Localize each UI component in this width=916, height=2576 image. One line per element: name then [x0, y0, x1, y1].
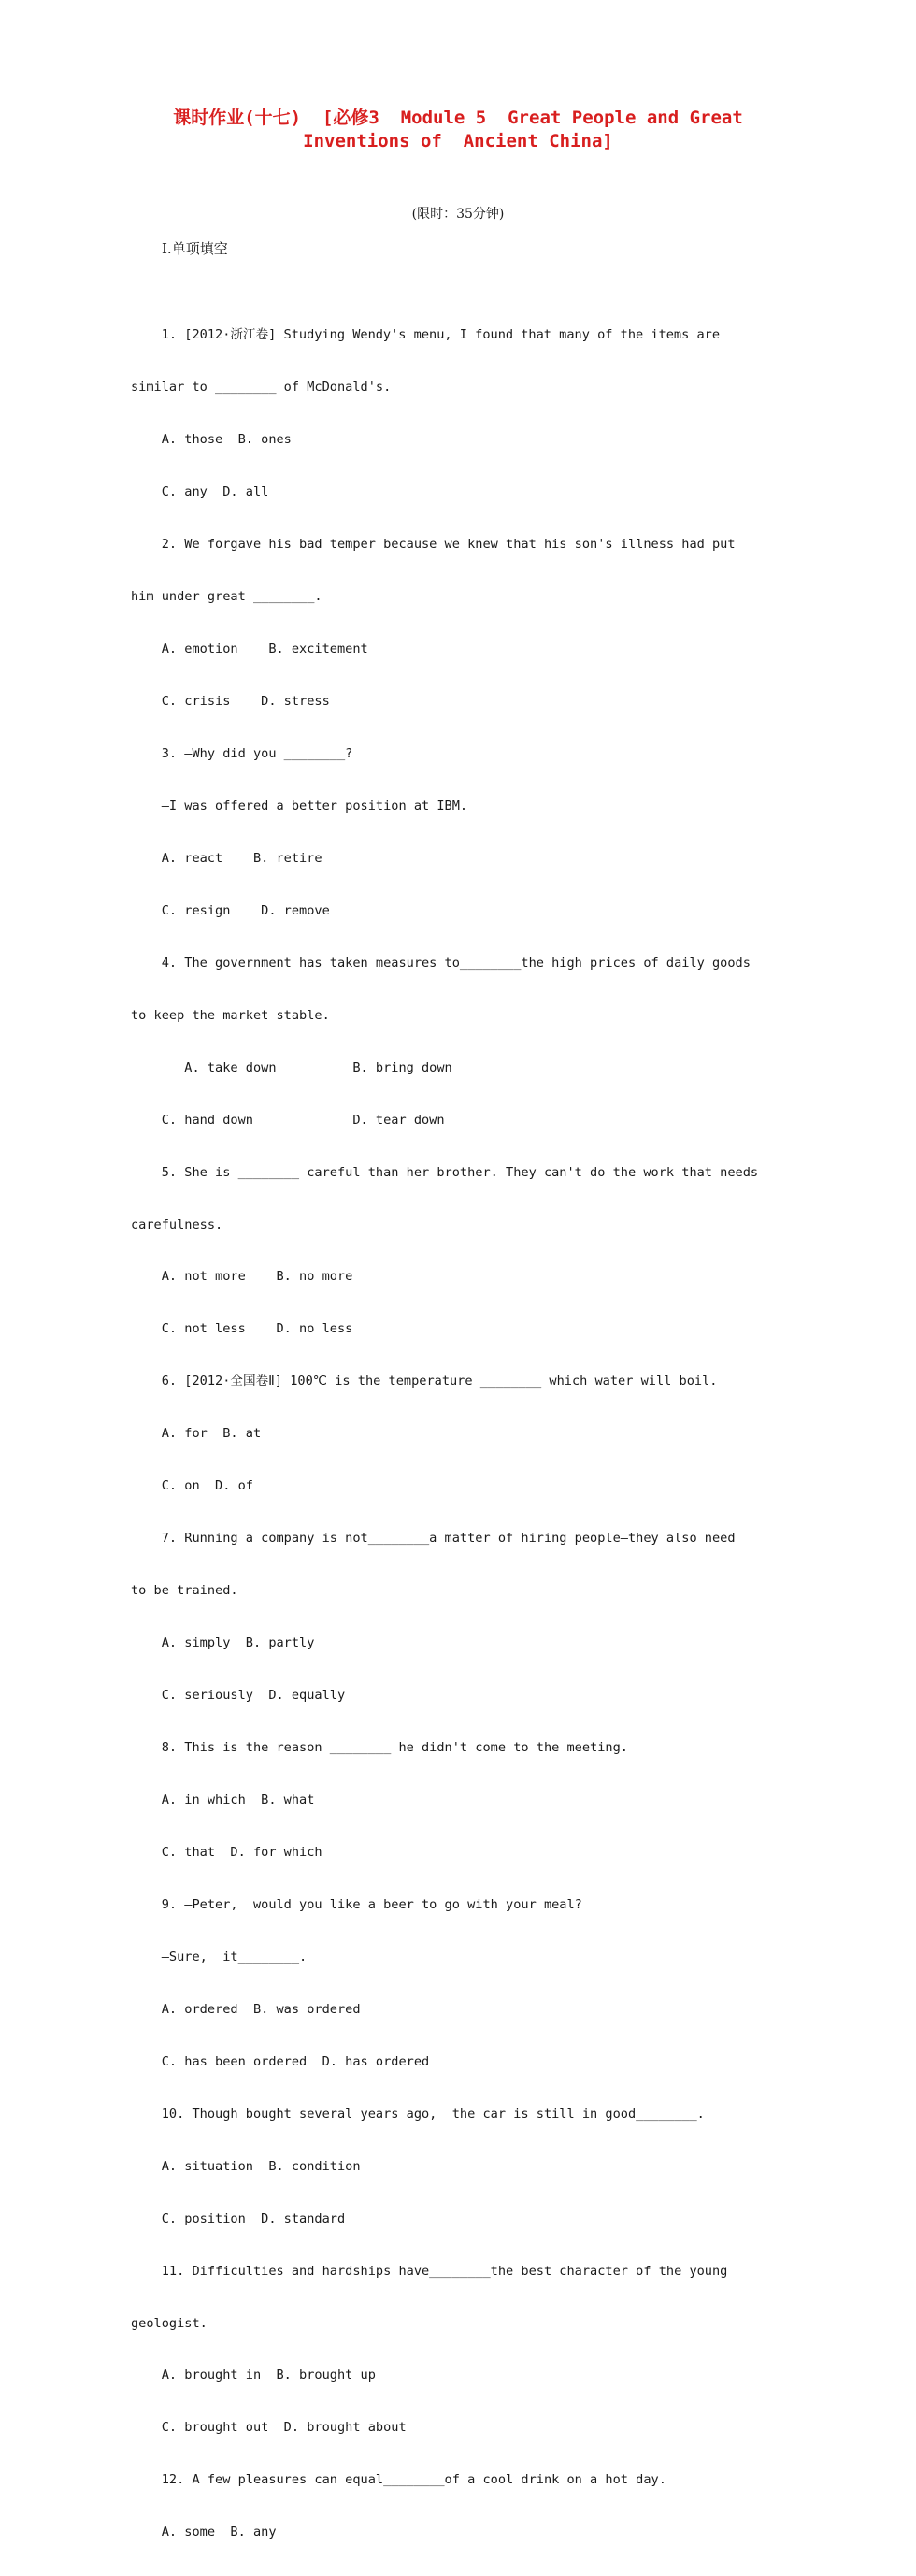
text-line: C. crisis D. stress — [131, 693, 330, 709]
text-line: A. brought in B. brought up — [131, 2367, 376, 2383]
text-line: C. any D. all — [131, 484, 269, 500]
text-line: A. take down B. bring down — [131, 1059, 452, 1075]
page-title: 课时作业(十七) [必修3 Module 5 Great People and Great Inventions of Ancient China] — [173, 108, 743, 151]
text-line: —Sure, it________. — [131, 1949, 308, 1964]
text-line: 5. She is ________ careful than her brother. They can't do the work that needs — [131, 1164, 759, 1180]
text-line: 10. Though bought several years ago, the car is still in good________. — [131, 2106, 705, 2122]
text-line: A. not more B. no more — [131, 1269, 353, 1285]
text-line: C. brought out D. brought about — [131, 2420, 407, 2436]
text-line: C. that D. for which — [131, 1844, 322, 1860]
text-line: 3. —Why did you ________? — [131, 745, 353, 761]
text-line: to keep the market stable. — [131, 1007, 330, 1023]
text-line: to be trained. — [131, 1583, 238, 1599]
text-line: C. seriously D. equally — [131, 1688, 346, 1704]
text-line: 2. We forgave his bad temper because we knew that his son's illness had put — [131, 537, 736, 553]
text-line: similar to ________ of McDonald's. — [131, 380, 392, 396]
question-body — [131, 292, 766, 2576]
text-line: 9. —Peter, would you like a beer to go with your meal? — [131, 1896, 582, 1912]
text-line: C. resign D. remove — [131, 902, 330, 918]
text-line: C. hand down D. tear down — [131, 1112, 445, 1128]
text-line: A. ordered B. was ordered — [131, 2001, 361, 2017]
text-line: 1. [2012·浙江卷] Studying Wendy's menu, I found that many of the items are — [131, 327, 721, 343]
text-line: 6. [2012·全国卷Ⅱ] 100℃ is the temperature ________ which water will boil. — [131, 1374, 718, 1389]
text-line: him under great ________. — [131, 589, 322, 605]
section-heading: Ⅰ.单项填空 — [162, 240, 228, 257]
text-line: 11. Difficulties and hardships have________the best character of the young — [131, 2263, 728, 2279]
text-line: carefulness. — [131, 1216, 223, 1232]
text-line: C. position D. standard — [131, 2210, 346, 2226]
text-line: C. not less D. no less — [131, 1321, 353, 1337]
text-line: A. those B. ones — [131, 432, 292, 448]
text-line: A. simply B. partly — [131, 1635, 315, 1651]
text-line: A. emotion B. excitement — [131, 641, 368, 657]
text-line: 4. The government has taken measures to________the high prices of daily goods — [131, 955, 751, 971]
text-line: A. in which B. what — [131, 1792, 315, 1807]
text-line: C. on D. of — [131, 1478, 253, 1494]
text-line: 12. A few pleasures can equal________of a cool drink on a hot day. — [131, 2472, 666, 2488]
text-line: A. for B. at — [131, 1426, 262, 1442]
text-line: A. react B. retire — [131, 850, 322, 866]
text-line: geologist. — [131, 2315, 208, 2331]
text-line: 8. This is the reason ________ he didn't come to the meeting. — [131, 1740, 628, 1756]
text-line: A. situation B. condition — [131, 2158, 361, 2174]
text-line: A. some B. any — [131, 2525, 277, 2540]
time-limit: (限时：35分钟) — [411, 207, 505, 222]
text-line: C. has been ordered D. has ordered — [131, 2053, 430, 2069]
text-line: —I was offered a better position at IBM. — [131, 798, 468, 813]
text-line: 7. Running a company is not________a matter of hiring people—they also need — [131, 1531, 736, 1547]
